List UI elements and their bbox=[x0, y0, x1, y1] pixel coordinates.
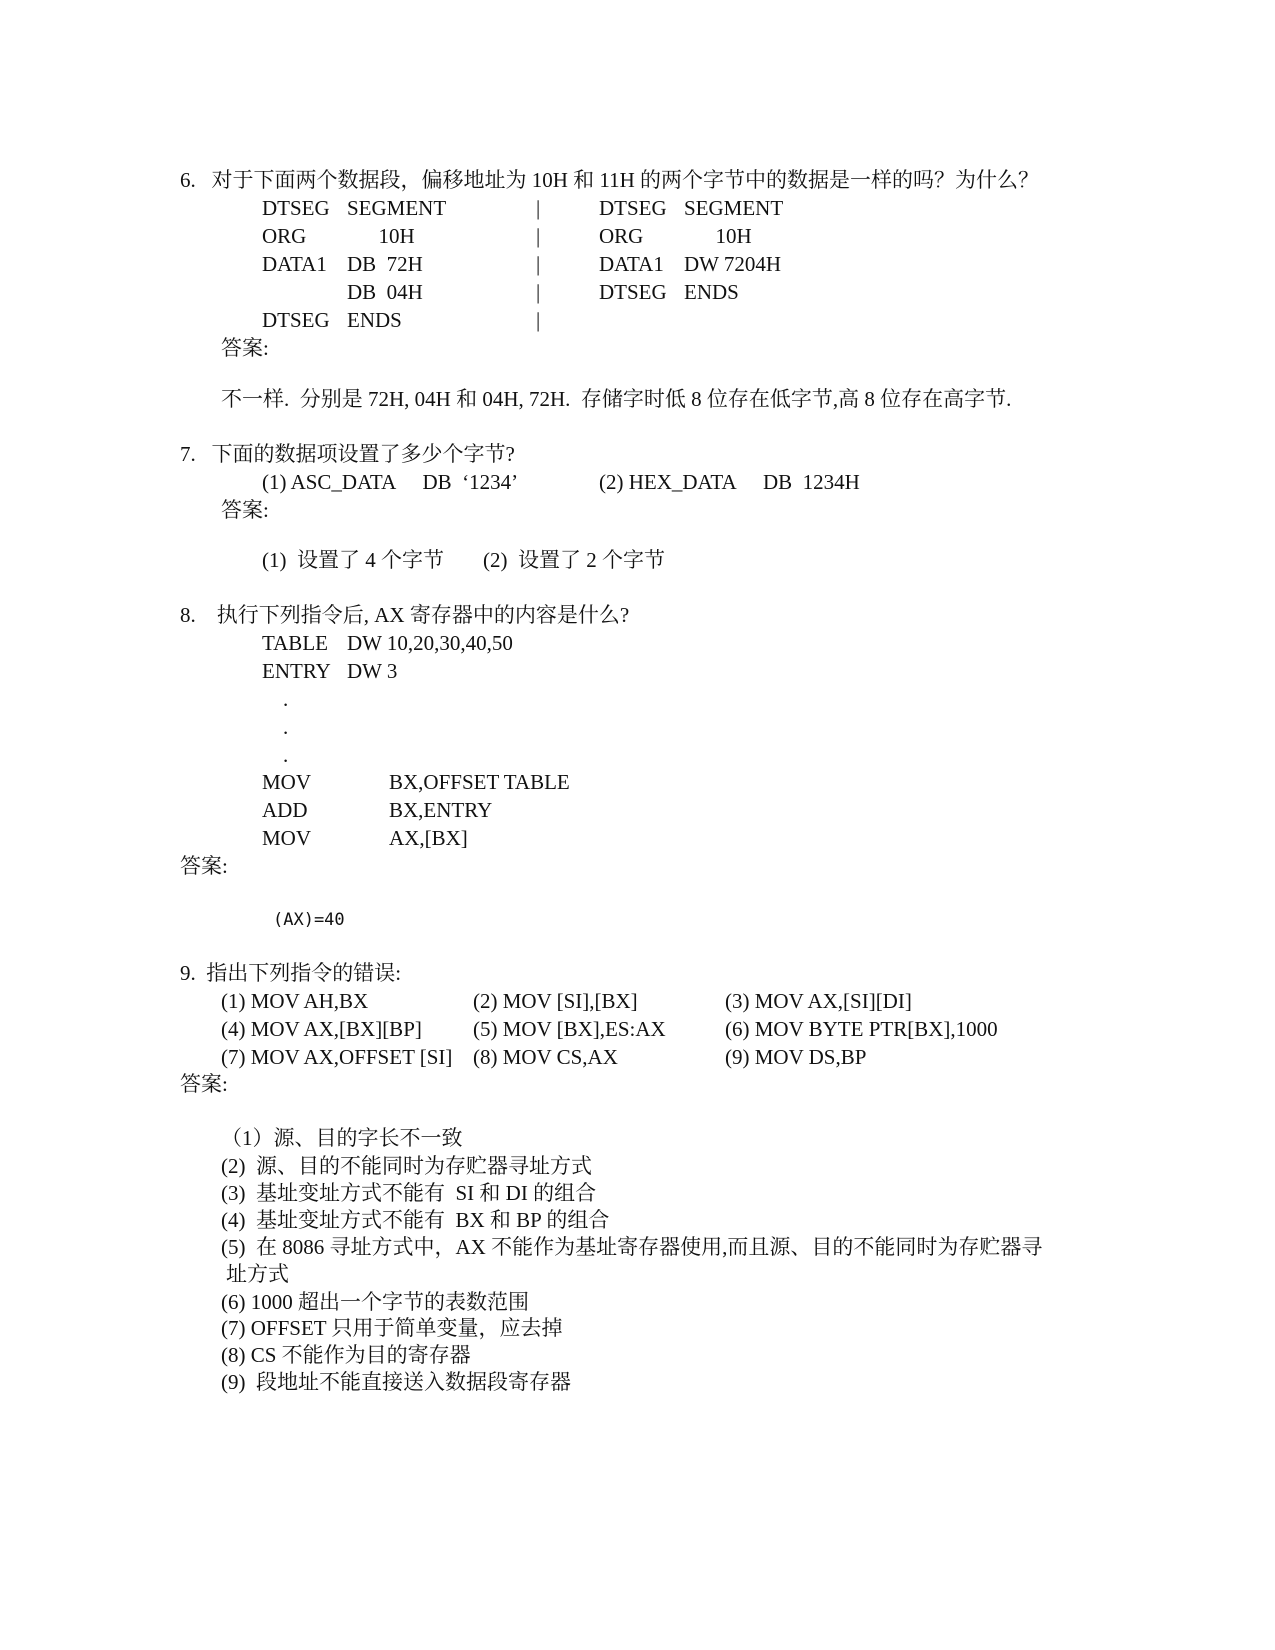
q9-item-2: (2) MOV [SI],[BX] bbox=[473, 989, 638, 1013]
q9-title: 9. 指出下列指令的错误: bbox=[180, 961, 402, 985]
q6-separator: | bbox=[536, 280, 541, 304]
q8-instr-3-arg: AX,[BX] bbox=[389, 826, 468, 850]
q6-right-line-4-label: DTSEG bbox=[599, 280, 667, 304]
q8-decl-2-label: ENTRY bbox=[262, 659, 331, 683]
q8-instr-2-op: ADD bbox=[262, 798, 308, 822]
q6-left-line-3-label: DATA1 bbox=[262, 252, 327, 276]
q9-item-5: (5) MOV [BX],ES:AX bbox=[473, 1017, 666, 1041]
q6-right-line-4-code: ENDS bbox=[684, 280, 739, 304]
q9-answer-6: (6) 1000 超出一个字节的表数范围 bbox=[221, 1290, 529, 1314]
q8-decl-1-code: DW 10,20,30,40,50 bbox=[347, 631, 513, 655]
q9-answer-2: (2) 源、目的不能同时为存贮器寻址方式 bbox=[221, 1154, 592, 1178]
q6-separator: | bbox=[536, 224, 541, 248]
q9-item-1: (1) MOV AH,BX bbox=[221, 989, 369, 1013]
q9-item-3: (3) MOV AX,[SI][DI] bbox=[725, 989, 912, 1013]
q6-right-line-2-code: 10H bbox=[684, 224, 752, 248]
q9-answer-5-cont: 址方式 bbox=[226, 1262, 289, 1286]
q6-separator: | bbox=[536, 252, 541, 276]
q6-answer: 不一样. 分别是 72H, 04H 和 04H, 72H. 存储字时低 8 位存在低字节,高 8 位存在高字节. bbox=[221, 387, 1012, 411]
q9-answer-4: (4) 基址变址方式不能有 BX 和 BP 的组合 bbox=[221, 1208, 610, 1232]
q9-answer-9: (9) 段地址不能直接送入数据段寄存器 bbox=[221, 1370, 571, 1394]
q8-title: 8. 执行下列指令后, AX 寄存器中的内容是什么? bbox=[180, 603, 630, 627]
q6-left-line-2-code: 10H bbox=[347, 224, 415, 248]
q8-answer: (AX)=40 bbox=[273, 910, 345, 930]
q6-left-line-3-code: DB 72H bbox=[347, 252, 423, 276]
q8-instr-1-op: MOV bbox=[262, 770, 312, 794]
q6-right-line-1-label: DTSEG bbox=[599, 196, 667, 220]
q6-right-line-2-label: ORG bbox=[599, 224, 644, 248]
q6-left-line-5-label: DTSEG bbox=[262, 308, 330, 332]
q6-answer-label: 答案: bbox=[221, 336, 269, 360]
q8-decl-1-label: TABLE bbox=[262, 631, 328, 655]
q9-item-6: (6) MOV BYTE PTR[BX],1000 bbox=[725, 1017, 998, 1041]
q8-decl-2-code: DW 3 bbox=[347, 659, 398, 683]
q6-left-line-5-code: ENDS bbox=[347, 308, 402, 332]
q7-answer-label: 答案: bbox=[221, 498, 269, 522]
q7-item-2: (2) HEX_DATA DB 1234H bbox=[599, 470, 860, 494]
q6-left-line-1-label: DTSEG bbox=[262, 196, 330, 220]
q6-separator: | bbox=[536, 196, 541, 220]
q9-item-9: (9) MOV DS,BP bbox=[725, 1045, 867, 1069]
q8-ellipsis-dot: . bbox=[283, 687, 289, 711]
q9-answer-3: (3) 基址变址方式不能有 SI 和 DI 的组合 bbox=[221, 1181, 597, 1205]
q9-answer-1: （1）源、目的字长不一致 bbox=[221, 1126, 463, 1150]
q6-right-line-3-label: DATA1 bbox=[599, 252, 664, 276]
q8-answer-label: 答案: bbox=[180, 854, 228, 878]
q7-item-1: (1) ASC_DATA DB ‘1234’ bbox=[262, 470, 519, 494]
q8-ellipsis-dot: . bbox=[283, 743, 289, 767]
q6-separator: | bbox=[536, 308, 541, 332]
q6-left-line-2-label: ORG bbox=[262, 224, 307, 248]
q6-left-line-4-code: DB 04H bbox=[347, 280, 423, 304]
q9-answer-5: (5) 在 8086 寻址方式中，AX 不能作为基址寄存器使用,而且源、目的不能同时为存贮器寻 bbox=[221, 1235, 1043, 1259]
q6-left-line-1-code: SEGMENT bbox=[347, 196, 447, 220]
q9-item-7: (7) MOV AX,OFFSET [SI] bbox=[221, 1045, 453, 1069]
q9-item-8: (8) MOV CS,AX bbox=[473, 1045, 618, 1069]
q7-title: 7. 下面的数据项设置了多少个字节? bbox=[180, 442, 515, 466]
q9-answer-label: 答案: bbox=[180, 1072, 228, 1096]
q6-right-line-3-code: DW 7204H bbox=[684, 252, 782, 276]
q8-instr-3-op: MOV bbox=[262, 826, 312, 850]
q9-answer-8: (8) CS 不能作为目的寄存器 bbox=[221, 1343, 471, 1367]
q7-answer-1: (1) 设置了 4 个字节 bbox=[262, 548, 444, 572]
q8-ellipsis-dot: . bbox=[283, 715, 289, 739]
q6-title: 6. 对于下面两个数据段，偏移地址为 10H 和 11H 的两个字节中的数据是一样的吗？为什么？ bbox=[180, 168, 1040, 192]
q8-instr-1-arg: BX,OFFSET TABLE bbox=[389, 770, 570, 794]
q9-item-4: (4) MOV AX,[BX][BP] bbox=[221, 1017, 422, 1041]
q9-answer-7: (7) OFFSET 只用于简单变量，应去掉 bbox=[221, 1316, 563, 1340]
q7-answer-2: (2) 设置了 2 个字节 bbox=[483, 548, 665, 572]
q6-right-line-1-code: SEGMENT bbox=[684, 196, 784, 220]
q8-instr-2-arg: BX,ENTRY bbox=[389, 798, 493, 822]
